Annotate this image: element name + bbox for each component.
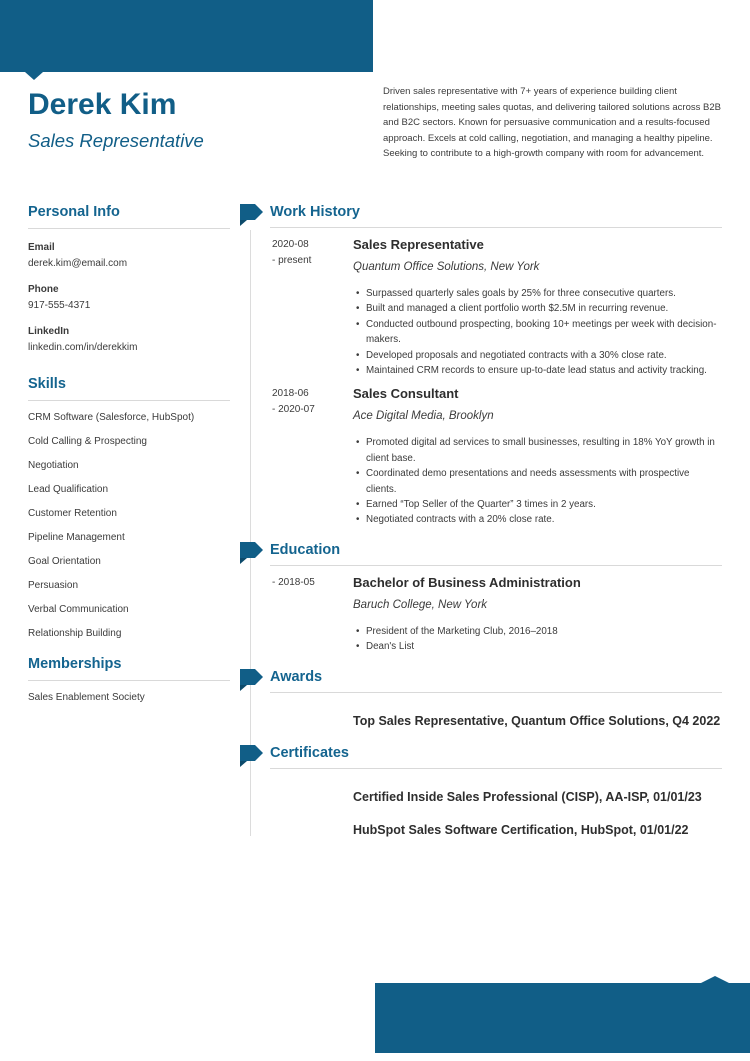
certificates-heading: Certificates	[270, 745, 349, 762]
date-end: - 2018-05	[272, 576, 315, 588]
personal-info-field	[28, 324, 230, 355]
entry-dates	[272, 702, 353, 732]
skill-item: Negotiation	[28, 460, 79, 471]
entry-dates	[272, 575, 353, 655]
profile-summary: Driven sales representative with 7+ years of experience building client relationships, meeting sales quotas, and delivering tailored solutions across B2B and B2C sectors. Known for persuasive communication and a results-focused approach. Excels at cold calling, negotiation, and managing a healthy pipeline. Seeking to contribute to a high-growth company with room for advancement.	[383, 86, 721, 159]
field-value-email: derek.kim@email.com	[28, 258, 128, 269]
education-bullet: • President of the Marketing Club, 2016–2018	[353, 624, 724, 639]
skill-item: Lead Qualification	[28, 484, 109, 495]
certificates-section	[240, 744, 725, 840]
personal-info-heading: Personal Info	[28, 204, 120, 220]
divider	[270, 768, 722, 769]
awards-section	[240, 668, 725, 732]
section-header	[240, 744, 725, 763]
job-bullet: • Conducted outbound prospecting, booking 10+ meetings per week with decision-makers.	[353, 317, 724, 348]
skill-item: Verbal Communication	[28, 604, 129, 615]
divider	[270, 565, 722, 566]
school-name: Baruch College, New York	[353, 598, 488, 611]
skill-item: Relationship Building	[28, 628, 122, 639]
memberships-heading: Memberships	[28, 656, 122, 672]
footer-accent-triangle	[701, 976, 729, 983]
memberships-section	[28, 655, 230, 705]
education-bullets	[353, 624, 724, 655]
entry-body	[353, 702, 725, 732]
job-entry	[240, 386, 725, 527]
field-value-phone: 917-555-4371	[28, 300, 91, 311]
skill-item: Pipeline Management	[28, 532, 125, 543]
skill-item: Goal Orientation	[28, 556, 101, 567]
divider	[270, 692, 722, 693]
education-bullet: • Dean's List	[353, 639, 724, 654]
section-header	[240, 203, 725, 222]
personal-info-field	[28, 282, 230, 313]
certificate-entry	[240, 778, 725, 840]
entry-body	[353, 237, 725, 378]
skills-section	[28, 375, 230, 641]
footer-accent-bar	[375, 983, 750, 1053]
award-item: Top Sales Representative, Quantum Office Solutions, Q4 2022	[353, 713, 721, 728]
divider	[28, 228, 230, 229]
education-entry	[240, 575, 725, 655]
sidebar	[28, 203, 230, 705]
header-accent-tail	[25, 72, 43, 80]
job-entry	[240, 237, 725, 378]
job-bullet: • Negotiated contracts with a 20% close rate.	[353, 512, 724, 527]
entry-dates	[272, 386, 353, 527]
personal-info-field	[28, 240, 230, 271]
job-bullet: • Earned “Top Seller of the Quarter” 3 times in 2 years.	[353, 497, 724, 512]
entry-body	[353, 575, 725, 655]
entry-dates	[272, 778, 353, 840]
flag-marker-icon	[240, 542, 264, 565]
skill-item: Persuasion	[28, 580, 79, 591]
field-label: Email	[28, 242, 55, 253]
personal-info-section	[28, 203, 230, 355]
job-company: Quantum Office Solutions, New York	[353, 261, 540, 273]
degree-title: Bachelor of Business Administration	[353, 574, 581, 590]
date-start: 2018-06	[272, 388, 309, 400]
education-heading: Education	[270, 541, 341, 558]
entry-body	[353, 778, 725, 840]
job-bullet: • Promoted digital ad services to small businesses, resulting in 18% YoY growth in client base.	[353, 435, 724, 466]
skills-heading: Skills	[28, 376, 66, 392]
skill-item: Cold Calling & Prospecting	[28, 436, 147, 447]
job-bullet: • Coordinated demo presentations and needs assessments with prospective clients.	[353, 466, 724, 497]
flag-marker-icon	[240, 204, 264, 227]
candidate-name: Derek Kim	[28, 88, 177, 121]
candidate-job-title: Sales Representative	[28, 130, 204, 151]
field-label: Phone	[28, 284, 59, 295]
field-value-linkedin: linkedin.com/in/derekkim	[28, 342, 138, 353]
job-bullets	[353, 286, 724, 378]
job-bullets	[353, 435, 724, 527]
date-end: - 2020-07	[272, 404, 315, 416]
header-accent-bar	[0, 0, 373, 72]
job-bullet: • Surpassed quarterly sales goals by 25% for three consecutive quarters.	[353, 286, 724, 301]
section-header	[240, 668, 725, 687]
membership-item: Sales Enablement Society	[28, 692, 145, 703]
job-title: Sales Representative	[353, 237, 484, 252]
date-start: 2020-08	[272, 239, 309, 250]
skill-item: CRM Software (Salesforce, HubSpot)	[28, 412, 195, 423]
work-history-section	[240, 203, 725, 528]
award-entry	[240, 702, 725, 732]
job-bullet: • Maintained CRM records to ensure up-to-date lead status and activity tracking.	[353, 363, 724, 378]
divider	[270, 227, 722, 228]
certificate-item: Certified Inside Sales Professional (CISP), AA-ISP, 01/01/23	[353, 790, 702, 805]
awards-heading: Awards	[270, 668, 323, 685]
section-header	[240, 541, 725, 560]
skill-item: Customer Retention	[28, 508, 117, 519]
job-title: Sales Consultant	[353, 386, 459, 402]
main-column	[240, 203, 725, 840]
divider	[28, 400, 230, 401]
date-end: - present	[272, 255, 312, 266]
work-history-heading: Work History	[270, 204, 360, 220]
certificate-item: HubSpot Sales Software Certification, HubSpot, 01/01/22	[353, 822, 689, 837]
entry-dates	[272, 237, 353, 378]
field-label: LinkedIn	[28, 326, 70, 337]
flag-marker-icon	[240, 745, 264, 768]
entry-body	[353, 386, 725, 527]
job-company: Ace Digital Media, Brooklyn	[353, 410, 494, 423]
education-section	[240, 541, 725, 655]
flag-marker-icon	[240, 669, 264, 692]
divider	[28, 680, 230, 681]
job-bullet: • Developed proposals and negotiated contracts with a 30% close rate.	[353, 348, 724, 363]
job-bullet: • Built and managed a client portfolio worth $2.5M in recurring revenue.	[353, 301, 724, 316]
